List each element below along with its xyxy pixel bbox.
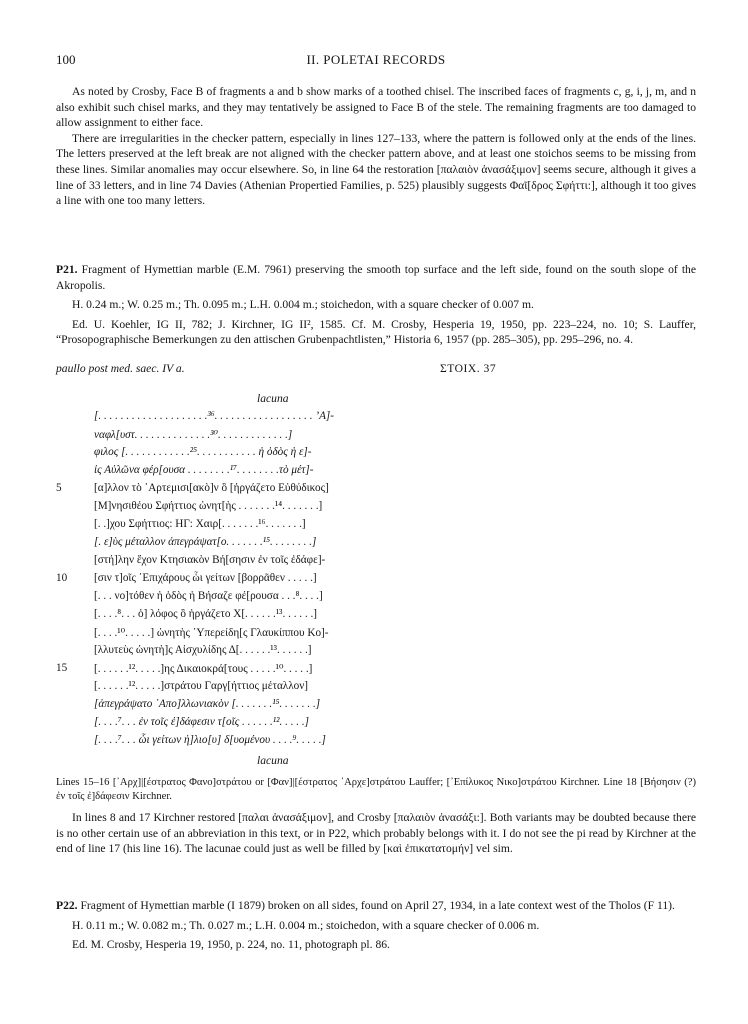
inscription-line: ἰς Αὐλῶνα φέρ[ουσα . . . . . . . .¹⁷. . . . . . . .τὸ μέτ]-: [94, 464, 314, 476]
inscription-line: [. .]χου Σφήττιος: ΗΓ: Χαιρ[. . . . . . .¹⁶. . . . . . .]: [94, 518, 306, 530]
lacuna-top: lacuna: [257, 392, 289, 405]
inscription-line: [. . . .⁷. . . ἐν τοῖς ἐ]δάφεσιν τ[οῖς . . . . . .¹². . . . .]: [94, 716, 310, 728]
intro-section: [56, 84, 696, 209]
inscription-line: [στή]λην ἔχον Κτησιακὸν Βή[σησιν ἐν τοῖς ἐδάφε]-: [94, 554, 326, 566]
p21-apparatus: Lines 15–16 [᾿Αρχ]|[έστρατος Φανο]στράτου or [Φαν]|[έστρατος ᾿Αρχε]στράτου Lauffer; [᾿Επίλυκος Νικο]στράτου Kirchner. Line 18 [Βήσησιν (?) ἐν τοῖς ἐ]δάφεσιν Kirchner.: [56, 777, 696, 802]
inscription-line: [. . . . . . . . . . . . . . . . . . . .³⁶. . . . . . . . . . . . . . . . . . ’Α]-: [94, 410, 335, 422]
page-number: 100: [56, 52, 76, 67]
p21-editions: Ed. U. Koehler, IG II, 782; J. Kirchner, IG II², 1585. Cf. M. Crosby, Hesperia 19, 1950, pp. 223–224, no. 10; S. Lauffer, “Prosopographische Bemerkungen zu den attischen Grubenpachtlisten,” Historia 6, 1957 (pp. 285–305), pp. 295–296, no. 4.: [56, 317, 696, 347]
p22-editions: Ed. M. Crosby, Hesperia 19, 1950, p. 224, no. 11, photograph pl. 86.: [72, 938, 390, 952]
inscription-line: 10 [σιν τ]οῖς ᾿Επιχάρους ὧι γείτων [βορρᾶθεν . . . . .]: [56, 572, 317, 584]
p21-description: Fragment of Hymettian marble (E.M. 7961) preserving the smooth top surface and the left side, found on the south slope of the Akropolis.: [56, 263, 697, 292]
p21-notes: [56, 776, 696, 857]
p21-label: P21.: [56, 263, 78, 276]
intro-paragraph-1: As noted by Crosby, Face B of fragments a and b show marks of a toothed chisel. The inscribed faces of fragments c, g, i, j, m, and n also exhibit such chisel marks, and they may tentatively be assigned to Face B of the stele. The remaining fragments are too damaged to allow assignment to either face.: [56, 85, 696, 130]
inscription-line: 15 [. . . . . .¹². . . . .]ης Δικαιοκρά[τους . . . . .¹⁰. . . . .]: [56, 662, 313, 675]
inscription-line: [. . . νο]τόθεν ἡ ὁδὸς ἡ Βήσαζε φέ[ρουσα . . .⁸. . . .]: [94, 590, 323, 602]
inscription-line: [Μ]νησιθέου Σφήττιος ὠνητ[ὴς . . . . . . .¹⁴. . . . . . .]: [94, 500, 323, 512]
inscription-line: 5 [α]λλον τὸ ᾿Αρτεμισι[ακὸ]ν ὃ [ἠργάζετο Εὐθύδικος]: [56, 482, 329, 494]
inscription-line: φιλος [. . . . . . . . . . . .²⁵. . . . . . . . . . . ἡ ὁδὸς ἡ ε]-: [94, 446, 312, 458]
inscription-line: [. ε]ὺς μέταλλον ἀπεγράψατ[ο. . . . . . .¹⁵. . . . . . . .]: [94, 536, 317, 548]
p22-label: P22.: [56, 899, 78, 912]
p21-commentary: In lines 8 and 17 Kirchner restored [παλαι ἀνασάξιμον], and Crosby [παλαιὸν ἀνασάξι:]. Both variants may be doubted because there is no other certain use of an abbreviation in this text, or in P22, which probably belongs with it. I do not see the pi read by Kirchner at the end of line 17 (his line 16). The lacunae could just as well be filled by [καὶ ἐπικατατομήν] vel sim.: [56, 811, 696, 856]
inscription-line: [. . . . . .¹². . . . .]στράτου Γαργ[ήττιος μέταλλον]: [94, 680, 309, 692]
p21-dimensions: H. 0.24 m.; W. 0.25 m.; Th. 0.095 m.; L.H. 0.004 m.; stoichedon, with a square checker of 0.007 m.: [72, 298, 534, 312]
running-head: II. POLETAI RECORDS: [306, 52, 446, 67]
p22-description: Fragment of Hymettian marble (I 1879) broken on all sides, found on April 27, 1934, in a late context west of the Tholos (F 11).: [80, 899, 675, 912]
p22-dimensions: H. 0.11 m.; W. 0.082 m.; Th. 0.027 m.; L.H. 0.004 m.; stoichedon, with a square checker of 0.006 m.: [72, 918, 540, 932]
inscription-line: [λλυτεὺς ὠνητὴ]ς Αἰσχυλίδης Δ[. . . . . .¹³. . . . . .]: [94, 644, 312, 656]
page-header: [56, 52, 696, 70]
intro-paragraph-2: There are irregularities in the checker pattern, especially in lines 127–133, where the pattern is followed only at the ends of the lines. The letters preserved at the left break are not aligned with the checker pattern above, and at least one stoichos seems to be missing from these lines. Similar anomalies may occur elsewhere. So, in line 64 the restoration [παλαιὸν ἀνασάξιμον] seems secure, although it gives a line of 33 letters, and in line 74 Davies (Athenian Propertied Families, p. 525) plausibly suggests Φαῖ[δρος Σφήττι:], although it too gives a line with one too many letters.: [56, 131, 696, 208]
p22-section: [56, 898, 696, 953]
p21-date: paullo post med. saec. IV a.: [56, 362, 185, 375]
p21-stoich: ΣΤΟΙΧ. 37: [440, 362, 497, 375]
inscription-line: [. . . .⁷. . . ὧι γείτων ἠ]λιο[υ] δ[υομένου . . . .⁹. . . . .]: [94, 734, 326, 746]
p21-header: [56, 262, 696, 348]
inscription-line: [ἀπεγράψατο ᾿Απο]λλωνιακὸν [. . . . . . .¹⁵. . . . . . .]: [94, 698, 321, 710]
inscription-line: [. . . .¹⁰. . . . .] ὠνητὴς ῾Υπερείδη[ς Γλαυκίππου Κο]-: [94, 627, 329, 639]
inscription-line: [. . . .⁸. . . ὁ] λόφος ὃ ἠργάζετο Χ[. . . . . .¹³. . . . . .]: [94, 608, 318, 620]
lacuna-bottom: lacuna: [257, 754, 289, 767]
inscription-line: ναφλ[υστ. . . . . . . . . . . . . .³⁰. . . . . . . . . . . . .]: [94, 429, 293, 441]
